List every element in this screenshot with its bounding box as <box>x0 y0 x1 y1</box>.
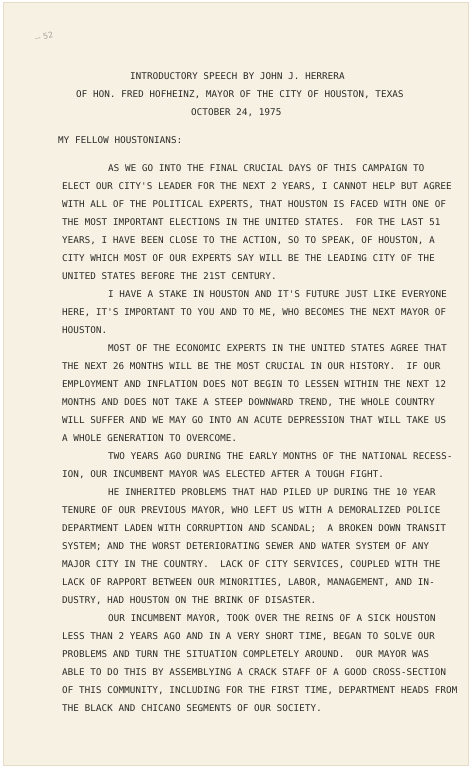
body-line: YEARS, I HAVE BEEN CLOSE TO THE ACTION, SO TO SPEAK, OF HOUSTON, A <box>62 235 435 246</box>
body-line: AS WE GO INTO THE FINAL CRUCIAL DAYS OF THIS CAMPAIGN TO <box>108 163 425 174</box>
body-line: EMPLOYMENT AND INFLATION DOES NOT BEGIN TO LESSEN WITHIN THE NEXT 12 <box>62 379 447 390</box>
body-line: CITY WHICH MOST OF OUR EXPERTS SAY WILL BE THE LEADING CITY OF THE <box>62 253 435 264</box>
body-line: HOUSTON. <box>62 325 108 336</box>
body-line: DEPARTMENT LADEN WITH CORRUPTION AND SCANDAL; A BROKEN DOWN TRANSIT <box>62 523 447 534</box>
body-line: TENURE OF OUR PREVIOUS MAYOR, WHO LEFT US WITH A DEMORALIZED POLICE <box>62 505 441 516</box>
body-line: THE BLACK AND CHICANO SEGMENTS OF OUR SOCIETY. <box>62 703 322 714</box>
body-line: ABLE TO DO THIS BY ASSEMBLYING A CRACK STAFF OF A GOOD CROSS-SECTION <box>62 667 447 678</box>
body-line: HE INHERITED PROBLEMS THAT HAD PILED UP DURING THE 10 YEAR <box>108 487 436 498</box>
typewritten-page <box>4 3 468 765</box>
body-line: PROBLEMS AND TURN THE SITUATION COMPLETELY AROUND. OUR MAYOR WAS <box>62 649 430 660</box>
body-line: LESS THAN 2 YEARS AGO AND IN A VERY SHORT TIME, BEGAN TO SOLVE OUR <box>62 631 435 642</box>
body-line: UNITED STATES BEFORE THE 21ST CENTURY. <box>62 271 277 282</box>
body-line: WITH ALL OF THE POLITICAL EXPERTS, THAT HOUSTON IS FACED WITH ONE OF <box>62 199 447 210</box>
body-line: HERE, IT'S IMPORTANT TO YOU AND TO ME, WHO BECOMES THE NEXT MAYOR OF <box>62 307 447 318</box>
pencil-annotation: -- 52 <box>34 30 54 43</box>
body-line: I HAVE A STAKE IN HOUSTON AND IT'S FUTURE JUST LIKE EVERYONE <box>108 289 447 300</box>
body-line: SYSTEM; AND THE WORST DETERIORATING SEWER AND WATER SYSTEM OF ANY <box>62 541 430 552</box>
title-line-1: INTRODUCTORY SPEECH BY JOHN J. HERRERA <box>130 71 345 82</box>
body-line: MONTHS AND DOES NOT TAKE A STEEP DOWNWARD TREND, THE WHOLE COUNTRY <box>62 397 435 408</box>
body-line-overstruck: DUSTRY, HAD HOUSTON ON THE BRINK OF DISASTER. <box>62 595 317 606</box>
body-line: TWO YEARS AGO DURING THE EARLY MONTHS OF THE NATIONAL RECESS- <box>108 451 453 462</box>
body-line: ION, OUR INCUMBENT MAYOR WAS ELECTED AFTER A TOUGH FIGHT. <box>62 469 384 480</box>
body-line: WILL SUFFER AND WE MAY GO INTO AN ACUTE DEPRESSION THAT WILL TAKE US <box>62 415 447 426</box>
body-line: A WHOLE GENERATION TO OVERCOME. <box>62 433 238 444</box>
body-line: LACK OF RAPPORT BETWEEN OUR MINORITIES, LABOR, MANAGEMENT, AND IN- <box>62 577 435 588</box>
body-line: THE MOST IMPORTANT ELECTIONS IN THE UNITED STATES. FOR THE LAST 51 <box>62 217 441 228</box>
body-line: MOST OF THE ECONOMIC EXPERTS IN THE UNITED STATES AGREE THAT <box>108 343 447 354</box>
body-line: ELECT OUR CITY'S LEADER FOR THE NEXT 2 YEARS, I CANNOT HELP BUT AGREE <box>62 181 452 192</box>
body-line: OF THIS COMMUNITY, INCLUDING FOR THE FIRST TIME, DEPARTMENT HEADS FROM <box>62 685 458 696</box>
salutation: MY FELLOW HOUSTONIANS: <box>58 135 183 146</box>
title-line-2: OF HON. FRED HOFHEINZ, MAYOR OF THE CITY OF HOUSTON, TEXAS <box>76 89 404 100</box>
body-line: OUR INCUMBENT MAYOR, TOOK OVER THE REINS OF A SICK HOUSTON <box>108 613 436 624</box>
body-line: MAJOR CITY IN THE COUNTRY. LACK OF CITY SERVICES, COUPLED WITH THE <box>62 559 441 570</box>
title-date: OCTOBER 24, 1975 <box>191 107 282 118</box>
body-line: THE NEXT 26 MONTHS WILL BE THE MOST CRUCIAL IN OUR HISTORY. IF OUR <box>62 361 441 372</box>
